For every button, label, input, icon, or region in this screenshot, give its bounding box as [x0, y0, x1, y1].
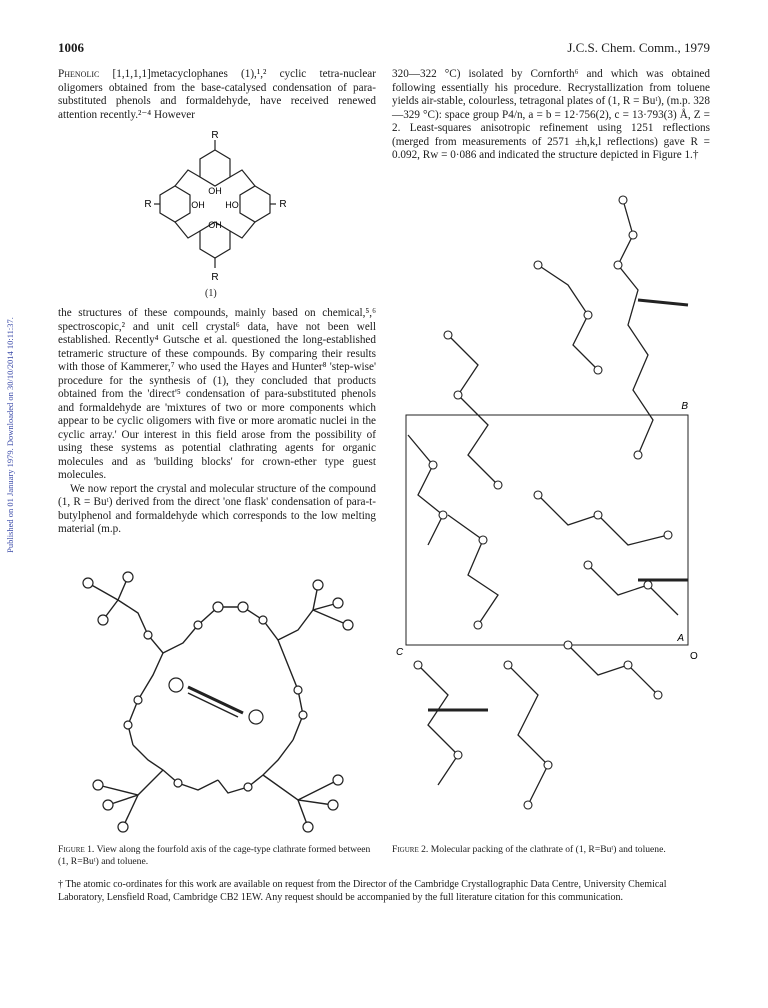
body-paragraph-3: We now report the crystal and molecular structure of the compound (1, R = Buᵗ) derived from the direct 'one flask' condensation of para-t-butylphenol and formaldehyde which corresponds to the low melting material (m.p.	[58, 482, 376, 535]
intro-lead: Phenolic	[58, 68, 100, 80]
origin-label: O	[690, 651, 698, 662]
figure-1-structure	[68, 565, 368, 840]
body-paragraph-2: the structures of these compounds, mainly based on chemical,⁵,⁶ spectroscopic,² and unit cell crystal⁶ data, have not been well established. Recently⁴ Gutsche et al. questioned the long-established tetrameric structure of these compounds. By comparing their results with those of Kammerer,⁷ who used the Hayes and Hunter⁸ 'step-wise' procedure for the synthesis of (1), they concluded that products obtained from the 'direct'⁵ condensation of para-substituted phenols and formaldehyde are 'mixtures of two or more components which appear to be cyclic oligomers with five or more aromatic nuclei in the cyclic array.' Our interest in this field arose from the possibility of using these systems as potential clathrating agents for organic molecules and as 'building blocks' for crown-ether type guest molecules.	[58, 307, 376, 481]
oh-label-left: OH	[191, 200, 205, 210]
intro-text: [1,1,1,1]metacyclophanes (1),¹,² cyclic tetra-nuclear oligomers obtained from the base-catalysed condensation of para-substituted phenols and formaldehyde, have received renewed attention recently.²⁻⁴ However	[58, 68, 377, 121]
compound-structure-1	[140, 128, 300, 300]
page-number: 1006	[58, 40, 84, 55]
figure-1-caption-lead: Figure 1.	[58, 844, 95, 855]
r-label-top: R	[211, 130, 219, 141]
oh-label-bottom: OH	[208, 220, 222, 230]
figure-2-caption-lead: Figure 2.	[392, 844, 429, 855]
journal-header: J.C.S. Chem. Comm., 1979	[567, 40, 710, 55]
figure-2-packing	[388, 195, 708, 835]
intro-paragraph	[58, 68, 376, 122]
r-label-bottom: R	[211, 272, 219, 283]
left-body	[58, 307, 376, 537]
download-sidebar: Published on 01 January 1979. Downloaded on 30/10/2014 10:11:37.	[5, 317, 15, 553]
oh-label-top: OH	[208, 186, 222, 196]
figure-1-caption	[58, 844, 376, 868]
ho-label-right: HO	[225, 200, 239, 210]
figure-2-caption-text: Molecular packing of the clathrate of (1, R=Buᵗ) and toluene.	[430, 844, 666, 855]
r-label-left: R	[144, 199, 152, 210]
figure-2-caption	[392, 844, 710, 856]
right-body	[392, 68, 710, 163]
axis-label-b: B	[681, 401, 688, 412]
figure-1-caption-text: View along the fourfold axis of the cage-type clathrate formed between (1, R=Buᵗ) and toluene.	[58, 844, 371, 867]
right-paragraph-1: 320—322 °C) isolated by Cornforth⁶ and which was obtained following essentially his procedure. Recrystallization from toluene yields air-stable, colourless, tetragonal plates of (1, R = Buᵗ), (m.p. 328—329 °C): space group P4/n, a = b = 12·756(2), c = 13·793(3) Å, Z = 2. Least-squares anisotropic refinement using 1251 reflections (merged from measurements of 2571 ±h,k,l reflections) gave R = 0.092, Rw = 0·086 and indicated the structure depicted in Figure 1.†	[392, 68, 710, 161]
axis-label-c: C	[396, 647, 404, 658]
footnote: † The atomic co-ordinates for this work are available on request from the Director of the Cambridge Crystallographic Data Centre, University Chemical Laboratory, Lensfield Road, Cambridge CB2 1EW. Any request should be accompanied by the full literature citation for this communication.	[58, 879, 667, 903]
axis-label-a: A	[677, 633, 684, 644]
r-label-right: R	[279, 199, 287, 210]
compound-label: (1)	[205, 288, 217, 299]
